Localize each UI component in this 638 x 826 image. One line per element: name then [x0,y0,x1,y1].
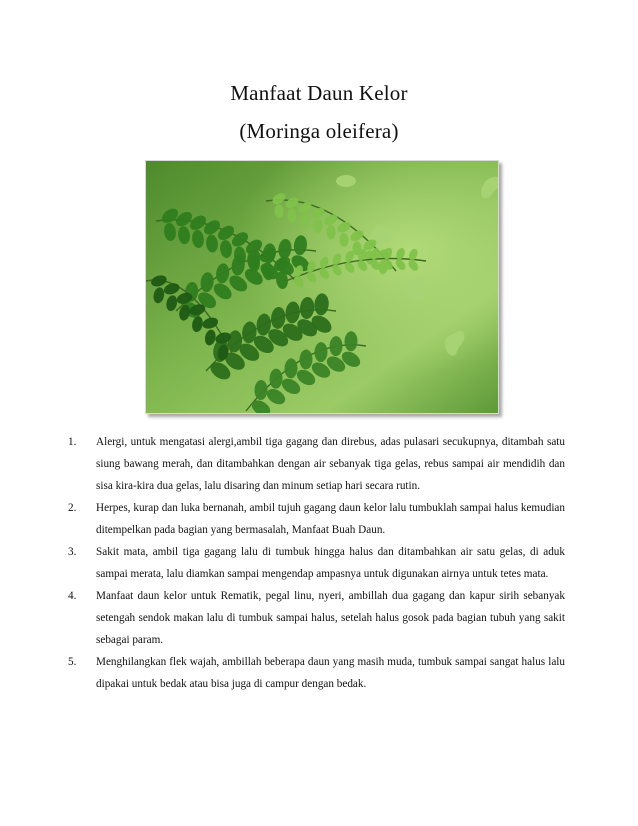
list-item-number: 1. [68,436,77,448]
page-title: Manfaat Daun Kelor [230,81,408,105]
moringa-leaves-illustration [146,161,498,413]
page-subtitle: (Moringa oleifera) [239,119,399,143]
list-item-number: 2. [68,502,77,514]
list-item-text: Alergi, untuk mengatasi alergi,ambil tiga gagang dan direbus, adas pulasari secukupnya, ditambah satu siung bawang merah, dan ditambahkan dengan air sebanyak tiga gelas, rebus sampai air mendidih dan sisa kira-kira dua gelas, lalu disaring dan minum setiap hari secara rutin. [96,436,565,492]
list-item [68,541,565,585]
list-item-text: Herpes, kurap dan luka bernanah, ambil tujuh gagang daun kelor lalu tumbuklah sampai halus kemudian ditempelkan pada bagian yang bermasalah, Manfaat Buah Daun. [96,502,565,536]
list-item [68,497,565,541]
list-item [68,651,565,695]
list-item-text: Sakit mata, ambil tiga gagang lalu di tumbuk hingga halus dan ditambahkan air satu gelas, di aduk sampai merata, lalu diamkan sampai mengendap ampasnya untuk digunakan airnya untuk tetes mata. [96,546,565,580]
leaflet [336,175,356,187]
moringa-leaves-photo [145,160,499,414]
list-item-number: 5. [68,656,77,668]
list-item [68,431,565,497]
list-item-number: 3. [68,546,77,558]
list-item-number: 4. [68,590,77,602]
benefits-list [68,431,565,695]
list-item [68,585,565,651]
list-item-text: Menghilangkan flek wajah, ambillah beberapa daun yang masih muda, tumbuk sampai sangat halus lalu dipakai untuk bedak atau bisa juga di campur dengan bedak. [96,656,565,690]
list-item-text: Manfaat daun kelor untuk Rematik, pegal linu, nyeri, ambillah dua gagang dan kapur sirih sebanyak setengah sendok makan lalu di tumbuk sampai halus, setelah halus gosok pada bagian tubuh yang sakit sebagai param. [96,590,565,646]
